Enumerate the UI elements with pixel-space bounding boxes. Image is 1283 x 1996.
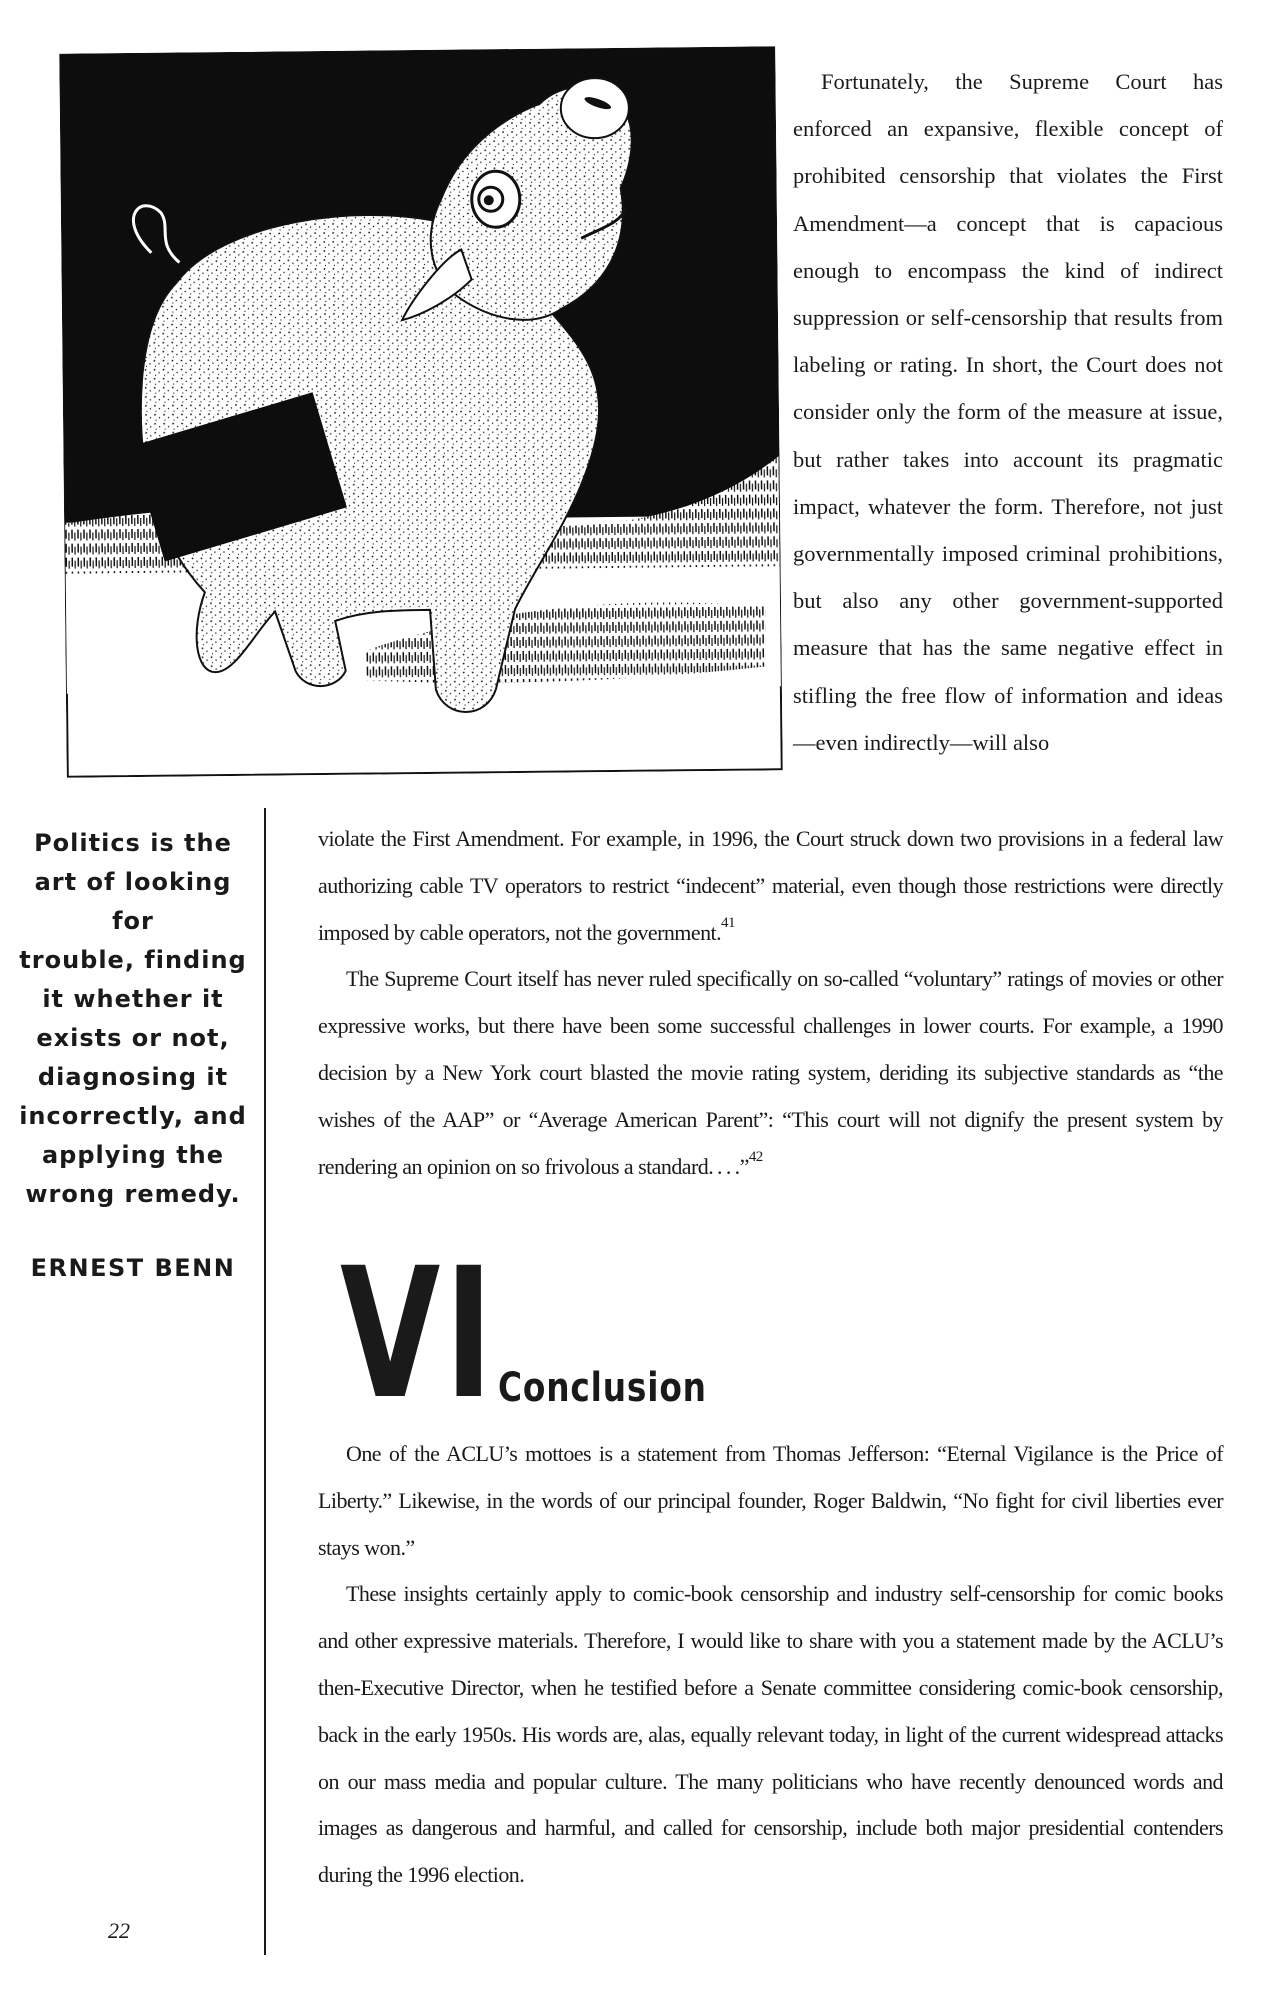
section-numeral: VI — [340, 1230, 498, 1439]
pull-quote-attribution: ERNEST BENN — [30, 1254, 236, 1282]
pull-quote-line: diagnosing it — [37, 1063, 229, 1091]
pull-quote-line: exists or not, — [36, 1024, 230, 1052]
pull-quote-line: applying the — [41, 1141, 225, 1169]
pull-quote-line: incorrectly, and — [19, 1102, 247, 1130]
pull-quote-line: trouble, finding — [19, 946, 247, 974]
pig-drawing-icon — [59, 46, 783, 777]
pull-quote-line: art of looking for — [34, 868, 232, 935]
section-heading — [340, 1230, 753, 1439]
pull-quote — [18, 824, 248, 1288]
paragraph-aclu-mottoes: One of the ACLU’s mottoes is a statement from Thomas Jefferson: “Eternal Vigilance is the Price of Liberty.” Likewise, in the words of our principal founder, Roger Baldwin, “No fight for civil liberties ever stays won.” — [318, 1441, 1223, 1560]
footnote-ref-41[interactable]: 41 — [721, 915, 735, 932]
paragraph-comic-book-censorship: These insights certainly apply to comic-book censorship and industry self-censorship for comic books and other expressive materials. Therefore, I would like to share with you a statement made by the ACLU’s then-Executive Director, when he testified before a Senate committee considering comic-book censorship, back in the early 1950s. His words are, alas, equally relevant today, in light of the current widespread attacks on our mass media and popular culture. The many politicians who have recently denounced words and images as dangerous and harmful, and called for censorship, include both major presidential contenders during the 1996 election. — [318, 1581, 1223, 1888]
footnote-ref-42[interactable]: 42 — [748, 1149, 763, 1166]
section-title: Conclusion — [498, 1365, 707, 1411]
paragraph-cable-tv — [318, 816, 1223, 956]
paragraph-text: The Supreme Court itself has never ruled specifically on so-called “voluntary” ratings of movies or other expressive works, but there have been some successful challenges in lower courts. For example, a 1990 decision by a New York court blasted the movie rating system, deriding its subjective standards as “the wishes of the AAP” or “Average American Parent”: “This court will not dignify the present system by rendering an opinion on so frivolous a standard. . . .” — [318, 966, 1223, 1179]
pull-quote-line: Politics is the — [34, 829, 232, 857]
page-number: 22 — [108, 1918, 130, 1943]
wrap-text-column — [793, 58, 1223, 766]
pig-censored-illustration — [59, 46, 783, 777]
pull-quote-line: wrong remedy. — [25, 1180, 241, 1208]
pull-quote-line: it whether it — [42, 985, 224, 1013]
conclusion-text-column — [318, 1431, 1223, 1899]
body-text-column — [318, 816, 1223, 1190]
paragraph-supreme-court-concept: Fortunately, the Supreme Court has enforced an expansive, flexible concept of prohibited censorship that violates the First Amendment—a concept that is capacious enough to encompass the kind of indirect suppression or self-censorship that results from labeling or rating. In short, the Court does not consider only the form of the measure at issue, but rather takes into account its pragmatic impact, whatever the form. Therefore, not just governmentally imposed criminal prohibitions, but also any other government-supported measure that has the same negative effect in stifling the free flow of information and ideas—even indirectly—will also — [793, 69, 1223, 755]
paragraph-text: violate the First Amendment. For example, in 1996, the Court struck down two provisions in a federal law authorizing cable TV operators to restrict “indecent” material, even though those restrictions were directly imposed by cable operators, not the government. — [318, 826, 1223, 945]
vertical-divider — [264, 808, 266, 1955]
paragraph-voluntary-ratings — [318, 956, 1223, 1190]
